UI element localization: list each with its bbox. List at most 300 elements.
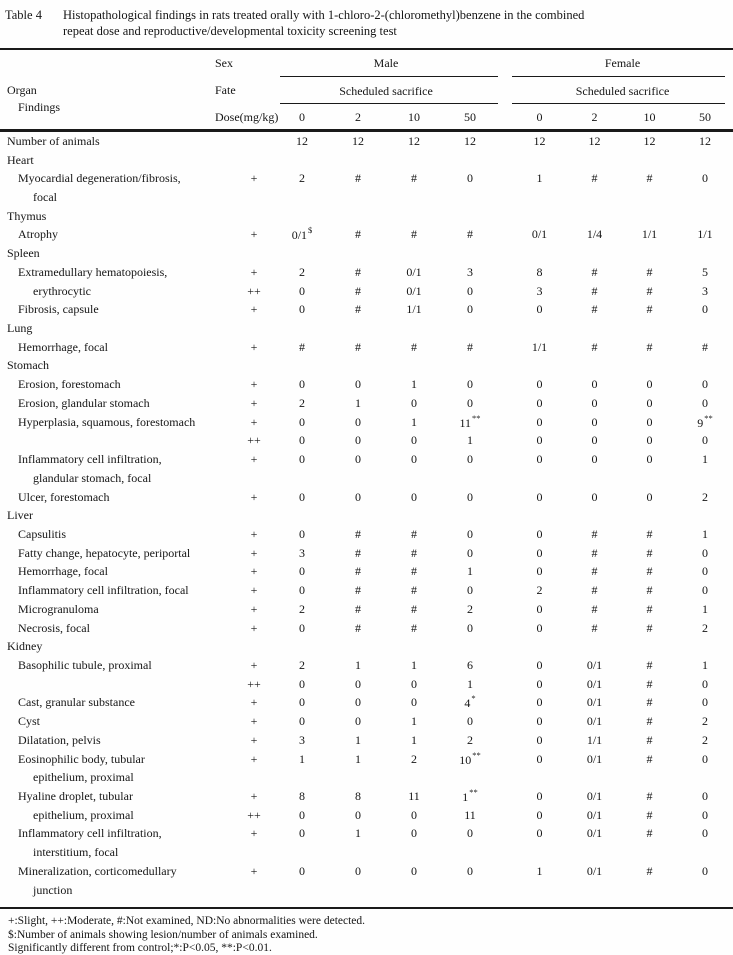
row-label: Hyaline droplet, tubular — [18, 789, 133, 804]
value-cell — [330, 881, 386, 900]
value-cell — [274, 357, 330, 376]
table-row — [0, 525, 733, 544]
group-gap — [498, 675, 512, 694]
value-cell: 0 — [702, 302, 708, 317]
group-gap — [498, 226, 512, 245]
table-row — [0, 563, 733, 582]
value-cell: 0 — [355, 377, 361, 392]
row-label: Stomach — [7, 358, 49, 373]
value-cell: 8 — [355, 789, 361, 804]
value-cell — [442, 244, 498, 263]
value-cell — [677, 469, 733, 488]
group-gap — [498, 768, 512, 787]
value-cell: 0 — [299, 863, 305, 878]
table-row — [0, 806, 733, 825]
value-cell: 3 — [536, 283, 543, 298]
value-cell: 1 — [355, 826, 361, 841]
value-cell: # — [646, 620, 653, 635]
group-gap — [498, 151, 512, 170]
group-gap — [498, 375, 512, 394]
row-label: Heart — [7, 152, 34, 167]
table-row — [0, 338, 733, 357]
value-cell — [622, 357, 677, 376]
value-cell — [442, 357, 498, 376]
value-cell: 0 — [411, 676, 417, 691]
group-gap — [498, 563, 512, 582]
value-cell: 2 — [702, 620, 708, 635]
value-cell: 8 — [299, 789, 305, 804]
value-cell: 3 — [467, 264, 473, 279]
value-cell — [274, 151, 330, 170]
value-cell: 12 — [296, 133, 308, 148]
row-label: Thymus — [7, 208, 47, 223]
value-cell — [567, 768, 622, 787]
value-cell: 0/1 — [586, 807, 603, 822]
value-cell: 6 — [467, 657, 473, 672]
value-cell: 0 — [411, 452, 417, 467]
value-cell: 0 — [467, 526, 473, 541]
value-cell — [677, 768, 733, 787]
value-cell — [622, 244, 677, 263]
value-cell — [512, 469, 567, 488]
value-cell: # — [646, 676, 653, 691]
value-cell: # — [355, 545, 361, 560]
value-cell: 0 — [355, 676, 361, 691]
value-cell — [622, 637, 677, 656]
row-label: focal — [33, 190, 57, 205]
table-row — [0, 787, 733, 806]
grade-cell — [234, 637, 274, 656]
table-row — [0, 712, 733, 731]
value-cell: # — [355, 339, 361, 354]
grade-cell: + — [250, 826, 258, 841]
value-cell — [330, 469, 386, 488]
group-gap — [498, 244, 512, 263]
table-row — [0, 881, 733, 900]
value-cell: # — [411, 227, 417, 242]
value-cell: # — [646, 264, 653, 279]
row-label: Cast, granular substance — [18, 695, 135, 710]
value-cell: 11 — [464, 807, 476, 822]
value-cell: 0 — [536, 676, 543, 691]
dose-header-female-50: 50 — [699, 110, 711, 124]
value-cell: 12 — [533, 133, 546, 148]
significance-mark: $ — [308, 225, 313, 236]
value-cell: 0 — [467, 377, 473, 392]
table-row — [0, 750, 733, 769]
rule-under-sacrifice-female — [512, 103, 725, 104]
value-cell: # — [646, 171, 653, 186]
grade-cell: + — [250, 732, 258, 747]
column-header-organ: Organ — [7, 83, 37, 97]
grade-cell: + — [250, 414, 258, 429]
value-cell: 0/1 — [586, 714, 603, 729]
table-row — [0, 319, 733, 338]
grade-cell — [234, 319, 274, 338]
value-cell: 1/4 — [586, 227, 603, 242]
row-label: Hemorrhage, focal — [18, 339, 108, 354]
grade-cell — [234, 151, 274, 170]
value-cell: 0 — [591, 377, 598, 392]
value-cell: # — [646, 601, 653, 616]
value-cell: 0 — [702, 564, 708, 579]
row-label: interstitium, focal — [33, 845, 119, 860]
value-cell — [567, 506, 622, 525]
value-cell: # — [411, 564, 417, 579]
value-cell: 1 — [702, 657, 708, 672]
value-cell: 8 — [536, 264, 543, 279]
table-row — [0, 843, 733, 862]
value-cell: 0 — [702, 863, 708, 878]
group-gap — [498, 506, 512, 525]
table-row — [0, 656, 733, 675]
value-cell: # — [646, 789, 653, 804]
grade-cell: + — [250, 620, 258, 635]
value-cell — [274, 506, 330, 525]
group-gap — [498, 619, 512, 638]
value-cell: # — [411, 620, 417, 635]
value-cell: 0 — [591, 395, 598, 410]
value-cell: 0/1 — [586, 657, 603, 672]
value-cell — [330, 637, 386, 656]
value-cell: # — [355, 283, 361, 298]
value-cell: 0 — [299, 452, 305, 467]
value-cell: # — [646, 564, 653, 579]
value-cell: 0 — [467, 171, 473, 186]
group-gap — [498, 881, 512, 900]
value-cell: 0 — [355, 863, 361, 878]
value-cell: 0 — [299, 583, 305, 598]
value-cell — [330, 319, 386, 338]
value-cell: # — [467, 227, 473, 242]
value-cell: # — [646, 657, 653, 672]
value-cell: # — [299, 339, 305, 354]
group-gap — [498, 525, 512, 544]
grade-cell — [234, 881, 274, 900]
value-cell: 0 — [702, 751, 708, 766]
value-cell: 0 — [536, 695, 543, 710]
value-cell: 0 — [299, 283, 305, 298]
table-number: Table 4 — [5, 8, 42, 22]
value-cell — [274, 637, 330, 656]
value-cell — [330, 768, 386, 787]
row-label: Eosinophilic body, tubular — [18, 751, 145, 766]
value-cell: 0 — [299, 433, 305, 448]
value-cell: # — [355, 583, 361, 598]
value-cell — [274, 207, 330, 226]
table-row — [0, 282, 733, 301]
value-cell: 0 — [411, 807, 417, 822]
value-cell: # — [411, 583, 417, 598]
value-cell: 2 — [702, 489, 708, 504]
value-cell: 0/1 — [406, 283, 422, 298]
row-label: Capsulitis — [18, 526, 67, 541]
value-cell: 2 — [467, 732, 473, 747]
value-cell: 12 — [699, 133, 711, 148]
value-cell: 0 — [536, 545, 543, 560]
row-label: Inflammatory cell infiltration, — [18, 452, 162, 467]
value-cell: 0/1$ — [291, 225, 313, 243]
group-gap — [498, 394, 512, 413]
dose-header-female-2: 2 — [591, 110, 598, 124]
group-gap — [498, 188, 512, 207]
dose-header-male-50: 50 — [464, 110, 476, 124]
value-cell: 0 — [536, 452, 543, 467]
grade-cell — [234, 357, 274, 376]
value-cell: 1 — [355, 395, 361, 410]
row-label: Mineralization, corticomedullary — [18, 863, 177, 878]
significance-mark: ** — [472, 749, 481, 760]
rule-under-male — [280, 76, 498, 77]
row-label: Fibrosis, capsule — [18, 302, 99, 317]
grade-cell — [234, 469, 274, 488]
footnote-grades: +:Slight, ++:Moderate, #:Not examined, ND:No abnormalities were detected. — [8, 915, 366, 928]
value-cell: 0 — [536, 433, 543, 448]
value-cell: 0 — [702, 545, 708, 560]
footnotes — [0, 909, 733, 955]
row-label: Myocardial degeneration/fibrosis, — [18, 171, 181, 186]
grade-cell: + — [250, 601, 258, 616]
table-row — [0, 637, 733, 656]
value-cell: 1 — [702, 601, 708, 616]
value-cell — [330, 506, 386, 525]
footnote-dollar: $:Number of animals showing lesion/number of animals examined. — [8, 928, 318, 941]
group-gap — [498, 413, 512, 432]
table-row — [0, 506, 733, 525]
value-cell — [567, 881, 622, 900]
group-gap — [498, 319, 512, 338]
grade-cell: + — [250, 395, 258, 410]
value-cell: # — [591, 283, 598, 298]
value-cell: 0 — [467, 452, 473, 467]
findings-table — [0, 132, 733, 899]
group-gap — [498, 712, 512, 731]
value-cell: # — [646, 545, 653, 560]
group-gap — [498, 787, 512, 806]
row-label: Ulcer, forestomach — [18, 489, 110, 504]
row-label: junction — [33, 882, 73, 897]
value-cell: 12 — [464, 133, 476, 148]
value-cell: 0 — [355, 414, 361, 429]
value-cell — [567, 357, 622, 376]
table-row — [0, 432, 733, 451]
value-cell: 1 — [411, 714, 417, 729]
value-cell: 0 — [536, 657, 543, 672]
value-cell: 0 — [299, 489, 305, 504]
value-cell: 0 — [536, 377, 543, 392]
value-cell: 0 — [299, 377, 305, 392]
table-row — [0, 357, 733, 376]
value-cell: # — [591, 302, 598, 317]
value-cell — [677, 357, 733, 376]
value-cell: 1 — [299, 751, 305, 766]
table-row — [0, 544, 733, 563]
value-cell: 0 — [646, 433, 653, 448]
value-cell: 0 — [299, 414, 305, 429]
row-label: Erosion, glandular stomach — [18, 395, 150, 410]
value-cell: 1 — [536, 863, 543, 878]
value-cell — [512, 881, 567, 900]
value-cell — [622, 881, 677, 900]
value-cell — [442, 506, 498, 525]
value-cell: 0 — [536, 302, 543, 317]
value-cell — [274, 768, 330, 787]
value-cell — [622, 469, 677, 488]
value-cell: 2 — [299, 657, 305, 672]
value-cell — [274, 319, 330, 338]
value-cell — [330, 151, 386, 170]
value-cell: 0 — [355, 433, 361, 448]
value-cell: 0 — [646, 489, 653, 504]
value-cell: 12 — [352, 133, 364, 148]
row-label: Erosion, forestomach — [18, 377, 121, 392]
value-cell: # — [591, 545, 598, 560]
value-cell: 2 — [299, 601, 305, 616]
value-cell: # — [646, 863, 653, 878]
table-caption — [63, 7, 711, 48]
group-gap — [498, 488, 512, 507]
table-row — [0, 469, 733, 488]
value-cell: # — [646, 695, 653, 710]
grade-cell: + — [250, 695, 258, 710]
value-cell — [442, 319, 498, 338]
value-cell: 1 — [467, 676, 473, 691]
value-cell: 0 — [702, 377, 708, 392]
value-cell — [567, 207, 622, 226]
rule-under-sacrifice-male — [280, 103, 498, 104]
group-gap — [498, 263, 512, 282]
table-row — [0, 207, 733, 226]
grade-cell: + — [250, 489, 258, 504]
row-label: Fatty change, hepatocyte, periportal — [18, 545, 191, 560]
value-cell — [677, 188, 733, 207]
value-cell: 2 — [702, 732, 708, 747]
value-cell: 0 — [467, 302, 473, 317]
dose-header-female-0: 0 — [536, 110, 543, 124]
value-cell: # — [355, 601, 361, 616]
value-cell: 0 — [299, 807, 305, 822]
rule-under-female — [512, 76, 725, 77]
table-row — [0, 768, 733, 787]
value-cell — [386, 637, 442, 656]
grade-cell: + — [250, 545, 258, 560]
row-label — [0, 432, 234, 451]
grade-cell: + — [250, 377, 258, 392]
value-cell: # — [591, 620, 598, 635]
grade-cell: + — [250, 564, 258, 579]
group-gap — [498, 338, 512, 357]
grade-cell: + — [250, 657, 258, 672]
value-cell: # — [646, 283, 653, 298]
value-cell: # — [591, 526, 598, 541]
row-label: Lung — [7, 321, 33, 336]
dose-header-male-10: 10 — [408, 110, 420, 124]
value-cell: 0 — [536, 751, 543, 766]
value-cell: 1 — [355, 751, 361, 766]
table-row — [0, 226, 733, 245]
value-cell: 0 — [702, 433, 708, 448]
table-row — [0, 731, 733, 750]
value-cell: 0/1 — [586, 826, 603, 841]
value-cell — [442, 207, 498, 226]
value-cell: 0 — [702, 676, 708, 691]
grade-cell: + — [250, 751, 258, 766]
value-cell — [330, 207, 386, 226]
value-cell: 0 — [536, 601, 543, 616]
value-cell — [274, 881, 330, 900]
grade-cell: ++ — [247, 807, 261, 822]
row-label: epithelium, proximal — [33, 807, 134, 822]
value-cell: 0 — [591, 452, 598, 467]
value-cell: 0 — [536, 732, 543, 747]
value-cell: 0/1 — [586, 695, 603, 710]
value-cell: 0 — [467, 489, 473, 504]
value-cell — [567, 151, 622, 170]
row-label: Atrophy — [18, 227, 58, 242]
value-cell — [386, 843, 442, 862]
value-cell: 0 — [299, 695, 305, 710]
value-cell — [442, 881, 498, 900]
value-cell: 0 — [467, 826, 473, 841]
value-cell: 1 — [355, 657, 361, 672]
value-cell: 1 — [411, 657, 417, 672]
value-cell: 0 — [536, 789, 543, 804]
value-cell: 0/1 — [586, 789, 603, 804]
value-cell — [442, 151, 498, 170]
value-cell — [622, 843, 677, 862]
grade-cell — [234, 188, 274, 207]
significance-mark: ** — [704, 412, 713, 423]
value-cell: 0 — [702, 395, 708, 410]
group-gap — [498, 207, 512, 226]
value-cell: 2 — [536, 583, 543, 598]
value-cell — [512, 506, 567, 525]
grade-cell — [234, 768, 274, 787]
subheader-scheduled-sacrifice-female: Scheduled sacrifice — [575, 84, 670, 98]
value-cell — [677, 637, 733, 656]
grade-cell — [234, 843, 274, 862]
value-cell: 12 — [643, 133, 656, 148]
value-cell: 0 — [591, 414, 598, 429]
row-label: Necrosis, focal — [18, 620, 90, 635]
value-cell — [677, 207, 733, 226]
value-cell — [677, 843, 733, 862]
value-cell — [512, 319, 567, 338]
value-cell: 0 — [702, 826, 708, 841]
value-cell: 0 — [299, 620, 305, 635]
value-cell: 0 — [536, 807, 543, 822]
value-cell — [567, 319, 622, 338]
value-cell — [386, 151, 442, 170]
value-cell: # — [591, 583, 598, 598]
value-cell: 3 — [702, 283, 708, 298]
value-cell: 0 — [702, 807, 708, 822]
group-header-female: Female — [604, 56, 641, 70]
value-cell: 5 — [702, 264, 708, 279]
grade-cell: ++ — [247, 283, 261, 298]
row-label: Extramedullary hematopoiesis, — [18, 264, 168, 279]
value-cell — [386, 506, 442, 525]
value-cell — [512, 637, 567, 656]
value-cell: 0 — [411, 826, 417, 841]
value-cell — [386, 188, 442, 207]
value-cell: 0 — [702, 789, 708, 804]
grade-cell: + — [250, 526, 258, 541]
grade-cell: + — [250, 583, 258, 598]
grade-cell — [234, 506, 274, 525]
value-cell: 0 — [702, 695, 708, 710]
table-row — [0, 694, 733, 713]
